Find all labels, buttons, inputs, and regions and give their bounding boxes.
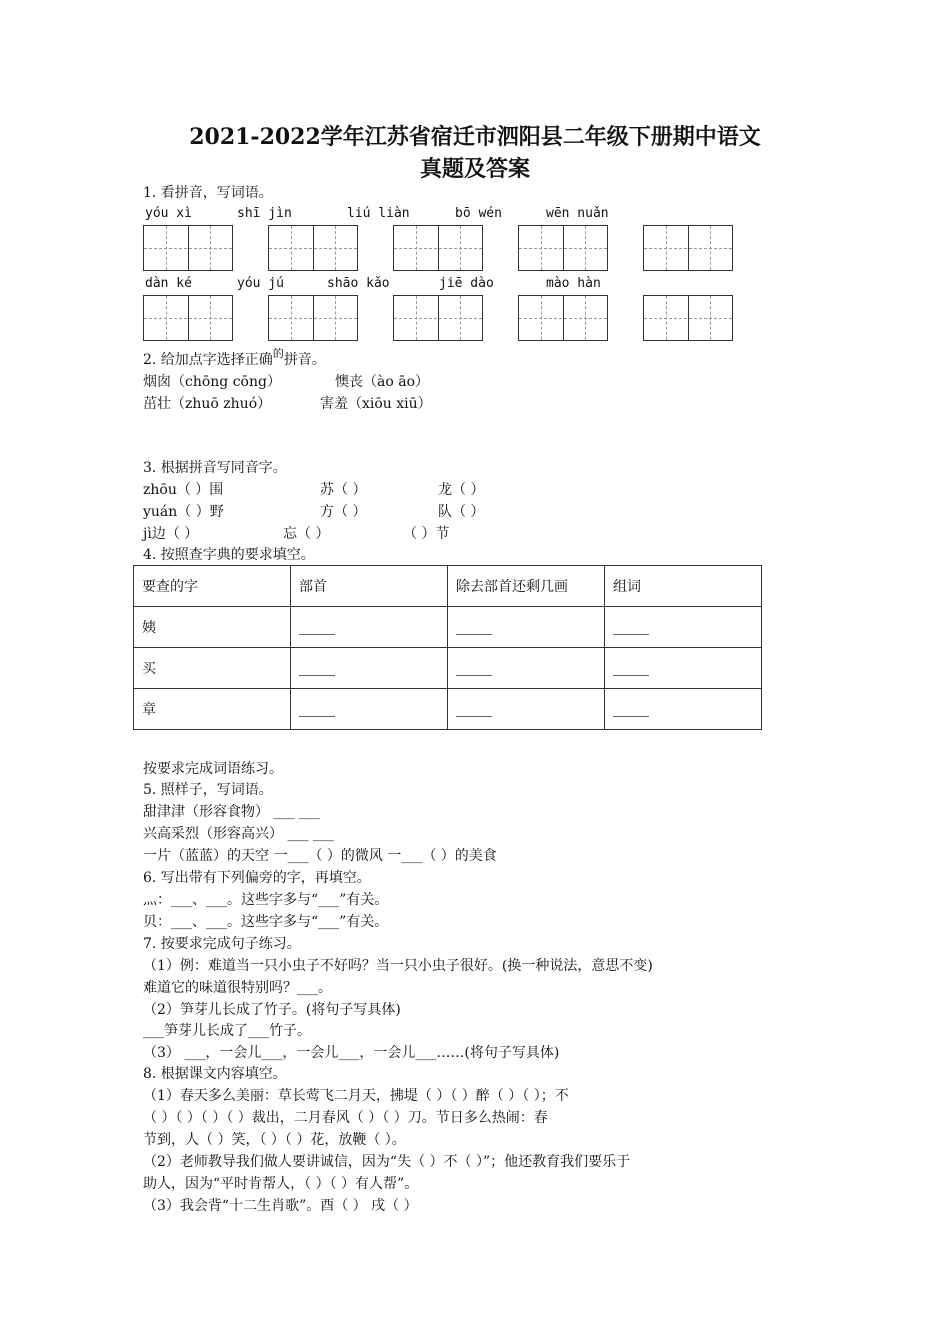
q5-line3: 一片（蓝蓝）的天空 一___（ ）的微风 一___（ ）的美食 — [143, 848, 497, 864]
q1-pinyin-2-4: jiē dào — [439, 276, 494, 291]
q5-line2: 兴高采烈（形容高兴） ___ ___ — [143, 826, 334, 842]
q1-grid-1-3[interactable] — [393, 225, 483, 271]
q1-grid-2-5[interactable] — [643, 295, 733, 341]
section-heading: 按要求完成词语练习。 — [143, 761, 283, 777]
col-header-word: 组词 — [605, 566, 762, 607]
q7-line2: 难道它的味道很特别吗？___。 — [143, 980, 332, 996]
table-row — [134, 689, 762, 730]
col-header-char: 要查的字 — [134, 566, 291, 607]
table-row — [134, 607, 762, 648]
q1-pinyin-1-4: bō wén — [455, 206, 502, 221]
q3-r2-2: 方（ ） — [320, 504, 367, 520]
doc-title-line1: 2021-2022学年江苏省宿迁市泗阳县二年级下册期中语文 — [189, 124, 761, 150]
q1-pinyin-1-3: liú liàn — [347, 206, 410, 221]
q7-line4: ___笋芽儿长成了___竹子。 — [143, 1023, 311, 1039]
q1-grid-2-1[interactable] — [143, 295, 233, 341]
q1-pinyin-2-3: shāo kǎo — [327, 276, 390, 291]
q8-heading: 8. 根据课文内容填空。 — [143, 1066, 287, 1082]
q3-r1-1: zhōu（ ）围 — [143, 482, 224, 498]
q2-line1b: 懊丧（ào āo） — [335, 374, 430, 390]
table-row — [134, 648, 762, 689]
q1-pinyin-1-2: shī jìn — [237, 206, 292, 221]
q3-r1-3: 龙（ ） — [438, 482, 485, 498]
q1-grid-2-3[interactable] — [393, 295, 483, 341]
q8-line6: （3）我会背“十二生肖歌”。酉（ ） 戌（ ） — [143, 1198, 418, 1214]
col-header-radical: 部首 — [291, 566, 448, 607]
q1-grid-1-4[interactable] — [518, 225, 608, 271]
q1-grid-1-1[interactable] — [143, 225, 233, 271]
q2-heading — [143, 347, 326, 371]
row-char: 章 — [134, 689, 291, 730]
q2-heading-text: 2. 给加点字选择正确 — [143, 352, 273, 368]
answer-blank[interactable] — [448, 689, 605, 730]
q3-r3-1: jì边（ ） — [143, 526, 199, 542]
q5-line1: 甜津津（形容食物） ___ ___ — [143, 804, 320, 820]
q2-heading-end: 拼音。 — [283, 352, 326, 368]
answer-blank[interactable] — [605, 607, 762, 648]
doc-title-line2: 真题及答案 — [419, 156, 530, 182]
q8-line3: 节到，人（ ）笑，（ ）（ ）花，放鞭（ ）。 — [143, 1132, 406, 1148]
dictionary-table — [133, 565, 762, 730]
answer-blank[interactable] — [605, 648, 762, 689]
q8-line5: 助人，因为“平时肯帮人，（ ）（ ）有人帮”。 — [143, 1176, 419, 1192]
answer-blank[interactable] — [605, 689, 762, 730]
q4-heading: 4. 按照查字典的要求填空。 — [143, 547, 315, 563]
q7-line5: （3） ___，一会儿___，一会儿___，一会儿___……(将句子写具体) — [143, 1045, 560, 1061]
q6-line2: 贝：___、___。这些字多与“___”有关。 — [143, 914, 389, 930]
q2-heading-sup: 的 — [272, 347, 284, 360]
q8-line2: （ ）（ ）（ ）（ ）裁出，二月春风（ ）（ ）刀。节日多么热闹：春 — [143, 1110, 548, 1126]
q7-line3: （2）笋芽儿长成了竹子。(将句子写具体) — [143, 1002, 401, 1018]
q1-grid-1-5[interactable] — [643, 225, 733, 271]
q1-pinyin-1-1: yóu xì — [145, 206, 192, 221]
q3-heading: 3. 根据拼音写同音字。 — [143, 460, 287, 476]
table-header-row — [134, 566, 762, 607]
q3-r2-3: 队（ ） — [438, 504, 485, 520]
q5-heading: 5. 照样子，写词语。 — [143, 782, 273, 798]
q3-r3-2: 忘（ ） — [283, 526, 330, 542]
q3-r1-2: 苏（ ） — [320, 482, 367, 498]
q1-heading: 1. 看拼音，写词语。 — [143, 185, 273, 201]
q6-line1: 灬：___、___。这些字多与“___”有关。 — [143, 892, 389, 908]
q7-line1: （1）例：难道当一只小虫子不好吗？当一只小虫子很好。(换一种说法，意思不变) — [143, 958, 653, 974]
answer-blank[interactable] — [448, 648, 605, 689]
answer-blank[interactable] — [291, 607, 448, 648]
q3-r3-3: （ ）节 — [403, 526, 450, 542]
q1-grid-2-4[interactable] — [518, 295, 608, 341]
q2-line2b: 害羞（xiōu xiū） — [320, 396, 432, 412]
q1-pinyin-2-5: mào hàn — [546, 276, 601, 291]
answer-blank[interactable] — [291, 648, 448, 689]
row-char: 姨 — [134, 607, 291, 648]
q1-pinyin-2-1: dàn ké — [145, 276, 192, 291]
row-char: 买 — [134, 648, 291, 689]
q6-heading: 6. 写出带有下列偏旁的字，再填空。 — [143, 870, 371, 886]
q1-grid-2-2[interactable] — [268, 295, 358, 341]
answer-blank[interactable] — [448, 607, 605, 648]
q1-pinyin-1-5: wēn nuǎn — [546, 206, 609, 221]
q1-pinyin-2-2: yóu jú — [237, 276, 284, 291]
q3-r2-1: yuán（ ）野 — [143, 504, 224, 520]
q8-line1: （1）春天多么美丽：草长莺飞二月天，拂堤（ ）（ ）醉（ ）（ ）；不 — [143, 1088, 569, 1104]
q8-line4: （2）老师教导我们做人要讲诚信，因为“失（ ）不（ ）”；他还教育我们要乐于 — [143, 1154, 631, 1170]
col-header-strokes: 除去部首还剩几画 — [448, 566, 605, 607]
q2-line2a: 茁壮（zhuō zhuó） — [143, 396, 272, 412]
answer-blank[interactable] — [291, 689, 448, 730]
q1-grid-1-2[interactable] — [268, 225, 358, 271]
q7-heading: 7. 按要求完成句子练习。 — [143, 936, 301, 952]
q2-line1a: 烟囱（chōng cōng） — [143, 374, 281, 390]
